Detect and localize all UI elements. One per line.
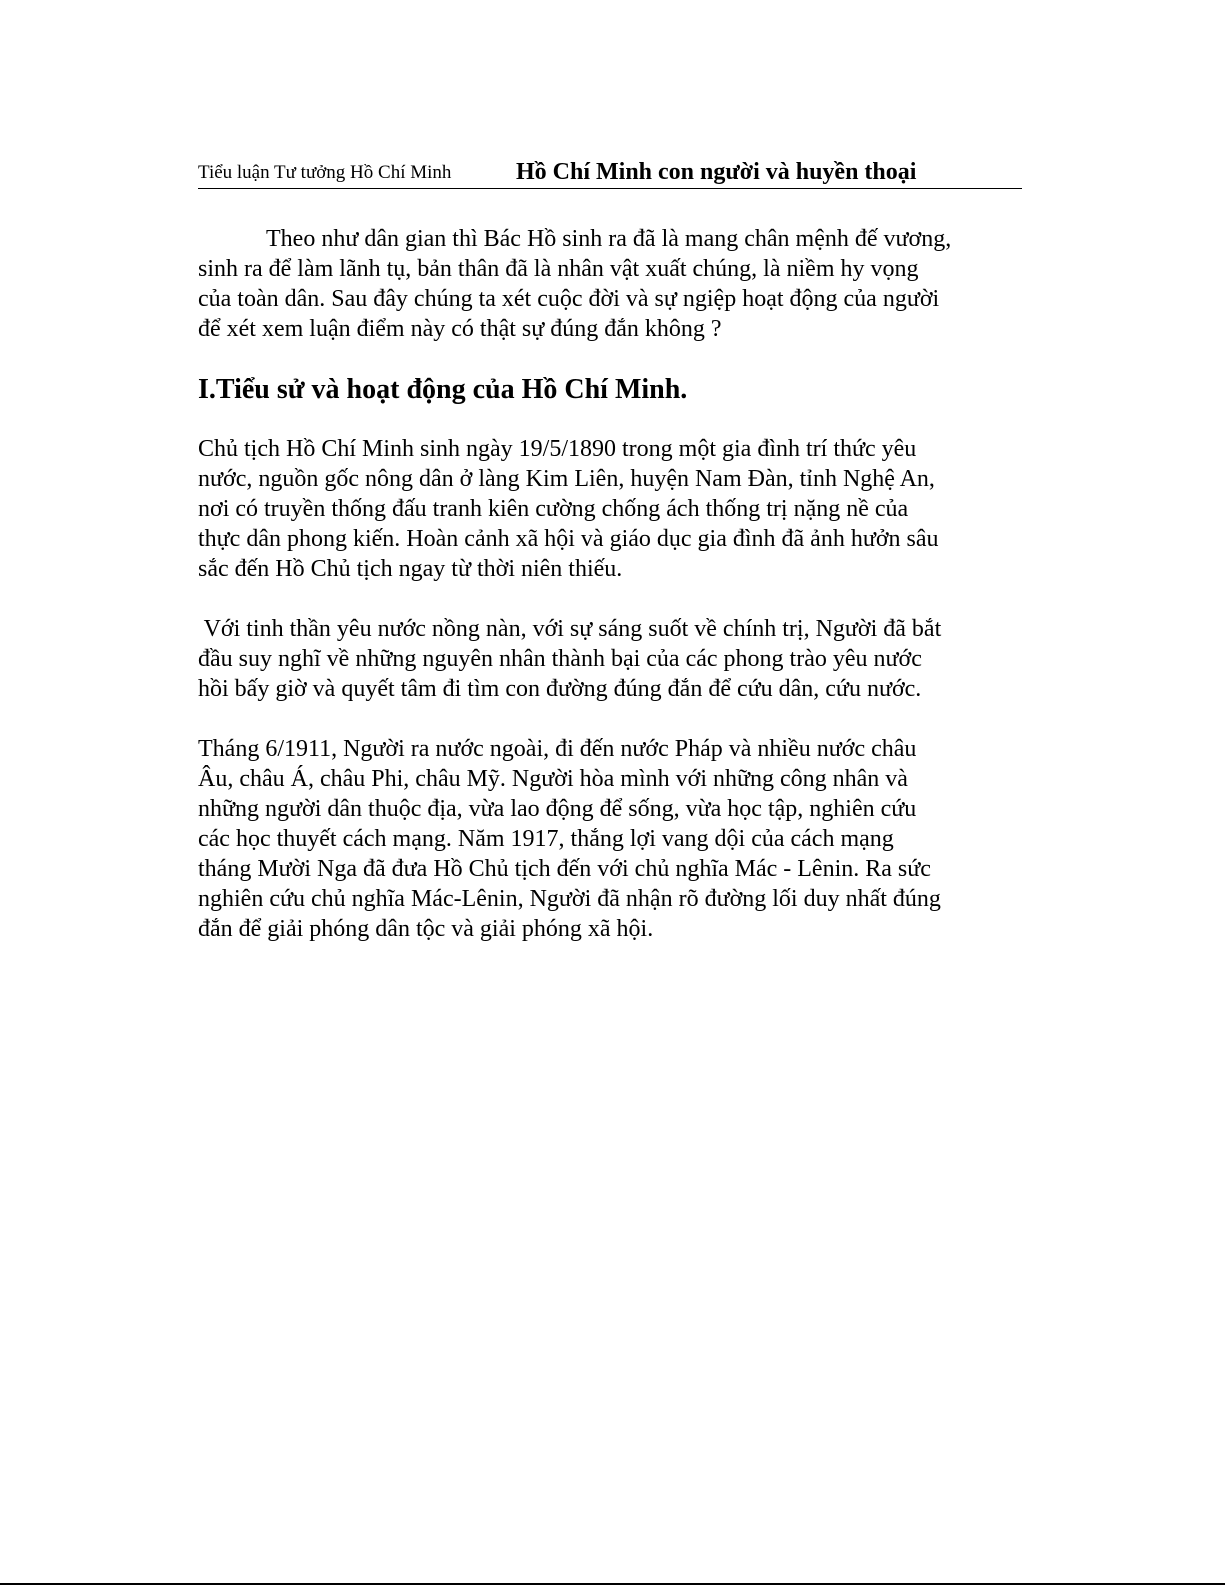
paragraph-line: hồi bấy giờ và quyết tâm đi tìm con đường đúng đắn để cứu dân, cứu nước. [198,676,922,702]
paragraph-line: Chủ tịch Hồ Chí Minh sinh ngày 19/5/1890 trong một gia đình trí thức yêu [198,436,917,462]
paragraph-line: Tháng 6/1911, Người ra nước ngoài, đi đến nước Pháp và nhiều nước châu [198,736,917,762]
section-heading: I.Tiểu sử và hoạt động của Hồ Chí Minh. [198,374,688,405]
intro-line: để xét xem luận điểm này có thật sự đúng đắn không ? [198,316,722,342]
intro-paragraph [198,224,1028,344]
body-paragraph-1 [198,434,1028,584]
paragraph-line: đầu suy nghĩ về những nguyên nhân thành bại của các phong trào yêu nước [198,646,922,672]
paragraph-line: các học thuyết cách mạng. Năm 1917, thắng lợi vang dội của cách mạng [198,826,894,852]
intro-line: Theo như dân gian thì Bác Hồ sinh ra đã là mang chân mệnh đế vương, [266,226,952,252]
paragraph-line: thực dân phong kiến. Hoàn cảnh xã hội và giáo dục gia đình đã ảnh hưởn sâu [198,526,939,552]
body-paragraph-2 [198,614,1028,704]
paragraph-line: nơi có truyền thống đấu tranh kiên cường chống ách thống trị nặng nề của [198,496,909,522]
paragraph-line: Với tinh thần yêu nước nồng nàn, với sự sáng suốt về chính trị, Người đã bắt [198,616,942,642]
paragraph-line: tháng Mười Nga đã đưa Hồ Chủ tịch đến với chủ nghĩa Mác - Lênin. Ra sức [198,856,931,882]
paragraph-line: đắn để giải phóng dân tộc và giải phóng xã hội. [198,916,654,942]
paragraph-line: nghiên cứu chủ nghĩa Mác-Lênin, Người đã nhận rõ đường lối duy nhất đúng [198,886,941,912]
header-course-title: Tiểu luận Tư tưởng Hồ Chí Minh [198,162,452,183]
header-essay-title: Hồ Chí Minh con người và huyền thoại [516,159,917,185]
paragraph-line: những người dân thuộc địa, vừa lao động để sống, vừa học tập, nghiên cứu [198,796,917,822]
paragraph-line: Âu, châu Á, châu Phi, châu Mỹ. Người hòa mình với những công nhân và [198,766,908,792]
intro-line: sinh ra để làm lãnh tụ, bản thân đã là nhân vật xuất chúng, là niềm hy vọng [198,256,919,282]
page-header [198,152,1022,189]
body-paragraph-3 [198,734,1028,944]
intro-line: của toàn dân. Sau đây chúng ta xét cuộc đời và sự ngiệp hoạt động của người [198,286,940,312]
paragraph-line: sắc đến Hồ Chủ tịch ngay từ thời niên thiếu. [198,556,623,582]
paragraph-line: nước, nguồn gốc nông dân ở làng Kim Liên, huyện Nam Đàn, tỉnh Nghệ An, [198,466,935,492]
